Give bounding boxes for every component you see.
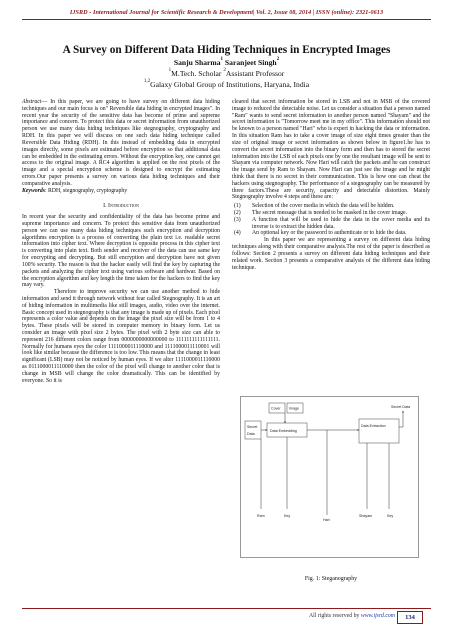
- step-text: An optional key or the password to authenticate or to hide the data.: [252, 230, 407, 237]
- keywords: [22, 188, 220, 195]
- right-column: [232, 99, 430, 271]
- section-heading-introduction: [22, 203, 220, 210]
- closing-paragraph: In this paper we are representing a survey on different data hiding techniques along with their comparative analysis.The rest of the paper is described as follows: Section 2 presents a survey on different data hiding techniques and their related work. Section 3 presents a comparative analysis of the different data hiding technique.: [232, 237, 430, 271]
- secret-data-box: [245, 421, 261, 439]
- role-1-sup: 1: [168, 68, 172, 73]
- secret-data-right-label: Secret Data: [391, 405, 410, 409]
- steps-list: [232, 203, 430, 237]
- key-left-label: Key: [284, 514, 291, 518]
- secret-data-label: Data: [247, 432, 255, 436]
- embedding-label: Data Embedding: [270, 429, 297, 433]
- extraction-box: [359, 419, 399, 443]
- footer-rule: [22, 608, 431, 609]
- shayam-label: Shayam: [359, 514, 373, 518]
- affiliation-roles: [22, 69, 431, 78]
- institute: Galaxy Global Group of Institutions, Haryana, India: [150, 80, 310, 89]
- abstract-label: Abstract: [22, 99, 42, 105]
- step-number: (1): [234, 203, 241, 210]
- authors: [22, 58, 431, 67]
- step-number: (4): [234, 230, 241, 237]
- image-label: Image: [289, 406, 299, 411]
- steganography-diagram: [241, 397, 418, 557]
- body-paragraph-continued: cleared that secret information be stored in LSB and not in MSB of the covered image to reduced the detectable noise. Let us consider a situation that a person named "Ram" wants to send secret information to another person named "Shayam" and the secret information is "Tomorrow meet me in my office". This information should not be known to a person named "Hari" who is expert in hacking the data or information. In this situation Ram has to take a cover image of size eight times greater than the size of original image or secret information as shown below in figure1.he has to convert the secret information into the binary form and then has to stored the secret information into the LSB of each pixels one by one the resultant image will be sent to Shayam via computer network. Now Hari will catch the packets and he can construct the image send by Ram to Shayam. Now Hari can just see the image and he might think that there is no secret in their communication. This is how one can cheat the hackers using stegnography. The performance of a stegnography can be measured by three factors.These are security, capacity and detectable distortion. Mainly Stegnography involve 4 steps and these are:: [232, 99, 430, 201]
- abstract-text: — In this paper, we are going to have survey on different data hiding techniques and our main focus is on" Reversible data hiding in encrypted images". In recent year the security of the sensitive data has become of prime and supreme importance and concern. To protect this data or secret information from unauthorized person we use many data hiding techniques like stegnography, cryptography and RDH. In this paper we will discuss on one such data hiding technique called Reversible Data Hiding (RDH). In this instead of embedding data in encrypted images directly, some pixels are estimated before encryption so that additional data can be embedded in the estimating errors. Without the encryption key, one cannot get access to the original image. A RC4 algorithm is applied on the rest pixels of the image and a special encryption scheme is designed to encrypt the estimating errors.Our paper presents a survey on various data hiding techniques and their comparative analysis.: [22, 99, 220, 187]
- steganography-figure: [240, 396, 419, 558]
- role-1: M.Tech. Scholar: [171, 69, 224, 78]
- section-number: I.: [103, 203, 107, 210]
- intro-paragraph-2: Therefore to improve security we can use another method to hide information and send it through network without fear called Stegnography. It is an art of hiding information in multimedia like still images, audio, video over the internet. Basic concept used in stegnography is that any image is made up of pixels. Each pixel represents a color value and depends on the image the pixel size will be from 1 to 4 bytes. These pixels will be stored in computer memory in binary form. Let us consider an image with pixel size 2 bytes. The pixel with 2 byte size can able to represent 216 different colors range from 0000000000000000 to 1111111111111111. Normally for humans eyes the color 1111000011110000 and 1111000011110001 will look like similar because the difference is too low. This means that the change in least significant (LSB) may not be noticed by human eyes. If we alter 1111000011110000 as 0111000011110000 then the color of the pixel will change to another color that is change in MSB will change the color dramatically. This can be identified by everyone. So it is: [22, 289, 221, 384]
- author-1-sup: 1: [220, 57, 224, 62]
- list-item: [232, 217, 430, 231]
- list-item: [232, 203, 430, 210]
- abstract: [22, 99, 220, 188]
- hari-label: Hari: [323, 518, 330, 522]
- author-2: Saranjeet Singh: [224, 58, 277, 67]
- author-2-sup: 2: [276, 57, 280, 62]
- keywords-label: Keywords: [22, 187, 45, 194]
- step-text: A function that will be used to hide the data in the cover media and its inverse is to extract the hidden data.: [252, 216, 430, 230]
- paper-title: A Survey on Different Data Hiding Techniques in Encrypted Images: [62, 44, 391, 56]
- footer-text: All rights reserved by: [309, 613, 361, 619]
- ram-label: Ram: [257, 514, 265, 518]
- keywords-text: : RDH, stegnography, cryptography: [45, 187, 128, 194]
- role-2-sup: 2: [223, 68, 226, 73]
- institute-sup: 1,2: [143, 79, 151, 84]
- author-1: Sanju Sharma: [173, 58, 221, 67]
- step-text: Selection of the cover media in which the data will be hidden.: [252, 203, 395, 210]
- journal-header: IJSRD - International Journal for Scientific Research & Development| Vol. 2, Issue 08, 2014 | ISSN (online): 2321-0613: [69, 9, 384, 16]
- cover-label: Cover: [271, 406, 281, 411]
- step-number: (2): [234, 210, 241, 216]
- figure-caption: Fig. 1: Steganography: [304, 576, 358, 582]
- intro-paragraph-1: In recent year the security and confidentiality of the data has become prime and supreme importance and concern. To protect this sensitive data from unauthorized person we can use many data hiding techniques such encryption and decryption algorithms encryption is a process of converting the plain text i.e. readable secret information into cipher text. Where decryption is opposite process in this cipher text is converting into plain text. Both sender and receiver of the data can use same key for encrypting and decrypting. But still encryption and decryption have not given 100% security. The reason is that the hacker easily will find the key by capturing the packets and analyzing the cipher text using various software and hardwar. Based on the encryption algorithm and key length the time taken for the hackers to find the key may vary.: [22, 214, 220, 289]
- header-rule: [22, 19, 431, 20]
- step-text: The secret message that is needed to be masked in the cover image.: [252, 210, 408, 216]
- affiliation-institute: [22, 80, 431, 89]
- left-column: [22, 99, 220, 385]
- section-title: Introduction: [108, 203, 139, 210]
- role-2: Assistant Professor: [225, 69, 285, 78]
- key-right-label: Key: [387, 514, 394, 518]
- extraction-label: Data Extraction: [361, 424, 386, 428]
- footer: [309, 613, 395, 619]
- secret-label: Secret: [247, 425, 258, 429]
- footer-url[interactable]: www.ijsrd.com: [360, 613, 395, 619]
- page-number: 134: [397, 611, 423, 624]
- list-item: [232, 210, 430, 217]
- step-number: (3): [234, 216, 241, 223]
